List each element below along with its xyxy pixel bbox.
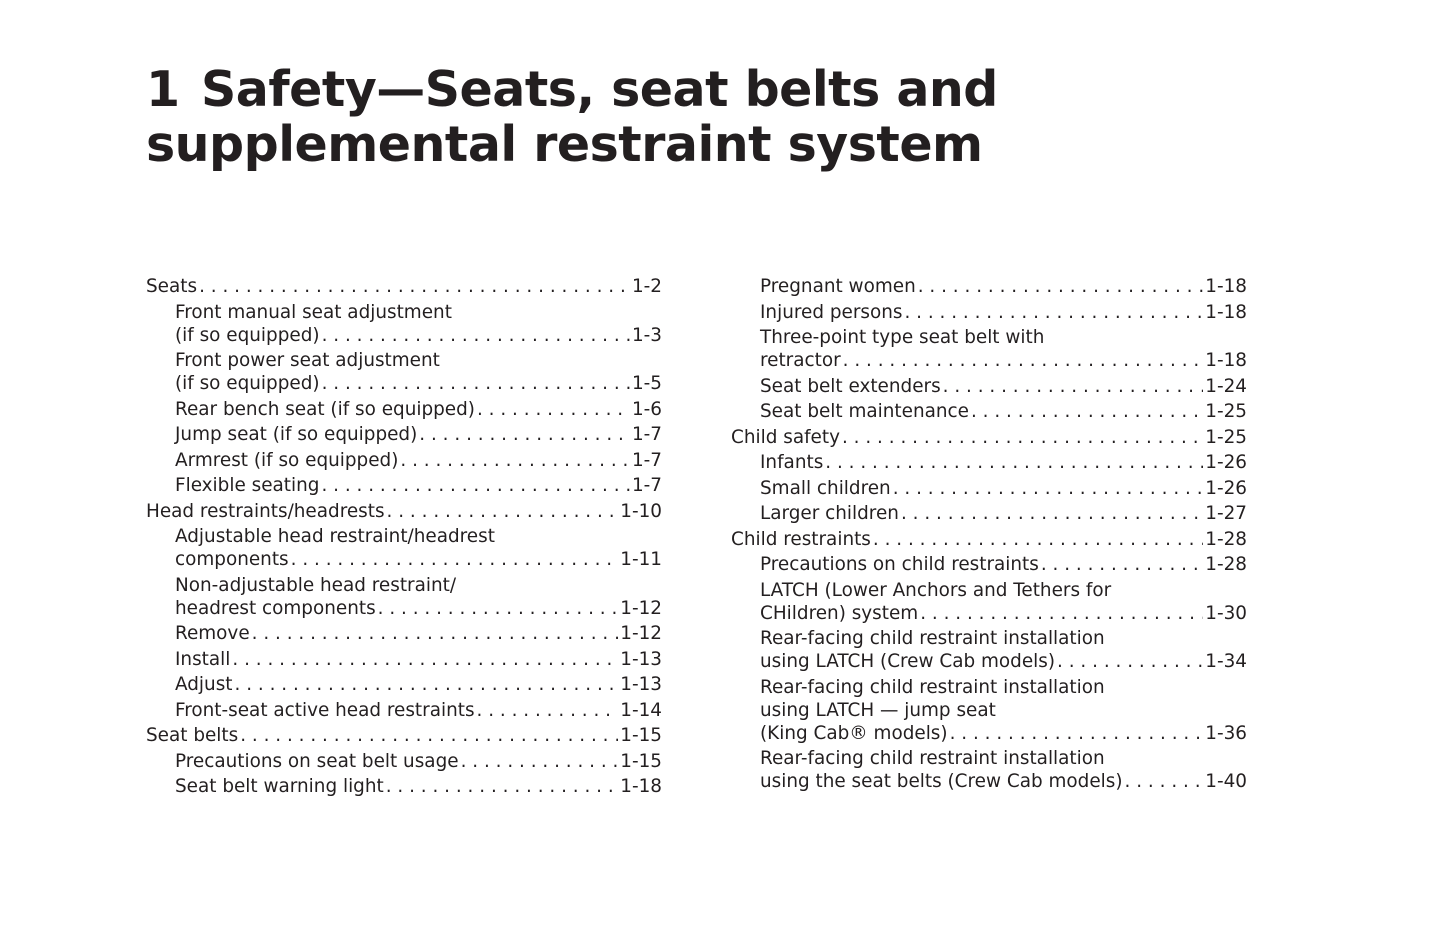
toc-entry-text: Seats — [146, 276, 198, 297]
toc-entry-row — [760, 722, 1247, 745]
toc-section-entry[interactable] — [146, 500, 662, 523]
toc-subsection-entry[interactable] — [146, 525, 662, 571]
toc-page-number: 1-12 — [620, 623, 662, 644]
dot-leader — [387, 500, 619, 523]
toc-entry-text: using LATCH (Crew Cab models) — [760, 651, 1056, 672]
toc-subsection-entry[interactable] — [146, 673, 662, 696]
toc-entry-text: Adjustable head restraint/headrest — [175, 526, 495, 547]
toc-entry-row — [760, 650, 1247, 673]
toc-subsection-entry[interactable] — [731, 747, 1247, 793]
toc-entry-row — [175, 750, 662, 773]
dot-leader — [825, 451, 1203, 474]
toc-entry-text: CHildren) system — [760, 602, 919, 624]
toc-page-number: 1-7 — [631, 424, 662, 445]
toc-subsection-entry[interactable] — [731, 553, 1247, 576]
dot-leader — [419, 423, 630, 446]
toc-page-number: 1-26 — [1205, 452, 1247, 473]
toc-page-number: 1-25 — [1205, 426, 1247, 448]
toc-entry-row — [760, 502, 1247, 525]
dot-leader — [252, 622, 619, 645]
toc-page-number: 1-26 — [1205, 477, 1247, 499]
toc-subsection-entry[interactable] — [146, 474, 662, 497]
toc-subsection-entry[interactable] — [146, 423, 662, 446]
toc-page-number: 1-11 — [620, 549, 662, 570]
toc-right-column — [731, 275, 1247, 796]
toc-entry-row — [146, 500, 662, 523]
toc-page-number: 1-25 — [1205, 401, 1247, 422]
toc-page-number: 1-7 — [631, 449, 662, 471]
toc-entry-row — [731, 426, 1247, 449]
toc-subsection-entry[interactable] — [731, 627, 1247, 673]
chapter-title — [146, 62, 1046, 172]
toc-page-number: 1-18 — [1205, 301, 1247, 323]
toc-entry-text: using LATCH — jump seat — [760, 699, 996, 721]
chapter-number: 1 — [146, 61, 180, 118]
toc-entry-row — [760, 451, 1247, 474]
toc-entry-row — [760, 349, 1247, 372]
toc-entry-text: Infants — [760, 452, 824, 473]
toc-page-number: 1-30 — [1205, 602, 1247, 624]
toc-entry-row — [760, 301, 1247, 324]
toc-page-number: 1-12 — [620, 597, 662, 619]
toc-entry-text: Front power seat adjustment — [175, 350, 440, 371]
toc-entry-text: Seat belt maintenance — [760, 401, 969, 422]
toc-entry-text: Larger children — [760, 503, 899, 524]
toc-entry-row — [760, 375, 1247, 398]
toc-section-entry[interactable] — [146, 724, 662, 747]
dot-leader — [971, 400, 1203, 423]
toc-entry-row — [175, 474, 662, 497]
toc-entry-row — [760, 602, 1247, 625]
dot-leader — [943, 375, 1204, 398]
toc-entry-row — [760, 275, 1247, 298]
toc-entry-text: Head restraints/headrests — [146, 500, 385, 522]
toc-page-number: 1-6 — [631, 398, 662, 420]
toc-entry-text: Precautions on seat belt usage — [175, 750, 459, 772]
toc-entry-row — [175, 622, 662, 645]
toc-page-number: 1-15 — [620, 750, 662, 772]
chapter-title-line-2: supplemental restraint system — [146, 116, 983, 173]
toc-entry-text: (if so equipped) — [175, 324, 320, 346]
dot-leader — [477, 398, 630, 421]
toc-entry-text: Rear-facing child restraint installation — [760, 748, 1105, 769]
toc-subsection-entry[interactable] — [731, 502, 1247, 525]
toc-entry-text: Rear bench seat (if so equipped) — [175, 398, 475, 420]
toc-entry-row — [175, 372, 662, 395]
toc-entry-text: retractor — [760, 350, 841, 371]
toc-entry-row — [175, 423, 662, 446]
toc-entry-text: Injured persons — [760, 301, 903, 323]
dot-leader — [950, 722, 1204, 745]
toc-page-number: 1-36 — [1205, 722, 1247, 744]
toc-entry-text: Pregnant women — [760, 276, 916, 297]
toc-entry-row — [760, 400, 1247, 423]
toc-entry-text: Seat belt extenders — [760, 375, 941, 397]
toc-entry-row — [175, 597, 662, 620]
dot-leader — [843, 349, 1204, 372]
dot-leader — [322, 324, 630, 347]
dot-leader — [918, 275, 1204, 298]
toc-subsection-entry[interactable] — [146, 301, 662, 347]
toc-entry-row — [175, 699, 662, 722]
toc-entry-text: Install — [175, 648, 231, 670]
toc-entry-text: components — [175, 549, 289, 570]
toc-entry-row — [175, 648, 662, 671]
toc-entry-row — [146, 275, 662, 298]
toc-entry-text: Seat belt warning light — [175, 776, 384, 797]
dot-leader — [920, 602, 1203, 625]
toc-entry-text: Seat belts — [146, 725, 239, 746]
dot-leader — [893, 477, 1204, 500]
dot-leader — [378, 597, 619, 620]
toc-page-number: 1-24 — [1205, 375, 1247, 397]
toc-entry-row — [760, 477, 1247, 500]
toc-entry-row — [175, 449, 662, 472]
toc-entry-row — [175, 548, 662, 571]
toc-entry-text: Remove — [175, 623, 250, 644]
toc-subsection-entry[interactable] — [146, 699, 662, 722]
toc-entry-text: Rear-facing child restraint installation — [760, 676, 1105, 698]
toc-page-number: 1-28 — [1205, 554, 1247, 575]
dot-leader — [240, 724, 618, 747]
dot-leader — [386, 775, 619, 798]
toc-page-number: 1-5 — [631, 373, 662, 394]
toc-entry-row — [175, 324, 662, 347]
toc-subsection-entry[interactable] — [731, 676, 1247, 745]
toc-entry-text: Rear-facing child restraint installation — [760, 628, 1105, 649]
toc-subsection-entry[interactable] — [731, 375, 1247, 398]
toc-page-number: 1-28 — [1205, 528, 1247, 550]
toc-page-number: 1-18 — [1205, 350, 1247, 371]
toc-subsection-entry[interactable] — [146, 349, 662, 395]
toc-entry-text: LATCH (Lower Anchors and Tethers for — [760, 579, 1112, 601]
toc-page-number: 1-18 — [620, 776, 662, 797]
dot-leader — [461, 750, 619, 773]
toc-page-number: 1-18 — [1205, 276, 1247, 297]
dot-leader — [901, 502, 1203, 525]
toc-entry-text: using the seat belts (Crew Cab models) — [760, 771, 1123, 792]
toc-entry-row — [146, 724, 662, 747]
toc-entry-text: (if so equipped) — [175, 373, 320, 394]
toc-entry-text: Jump seat (if so equipped) — [175, 424, 418, 445]
toc-page-number: 1-3 — [631, 324, 662, 346]
toc-entry-row — [175, 398, 662, 421]
toc-page-number: 1-27 — [1205, 503, 1247, 524]
toc-entry-row — [175, 775, 662, 798]
toc-page-number: 1-10 — [620, 500, 662, 522]
dot-leader — [232, 648, 618, 671]
toc-subsection-entry[interactable] — [731, 275, 1247, 298]
toc-entry-text: Front-seat active head restraints — [175, 699, 475, 721]
toc-entry-text: Child safety — [731, 426, 840, 448]
dot-leader — [235, 673, 619, 696]
toc-entry-row — [175, 673, 662, 696]
toc-subsection-entry[interactable] — [146, 574, 662, 620]
toc-subsection-entry[interactable] — [146, 648, 662, 671]
toc-page-number: 1-13 — [620, 648, 662, 670]
toc-entry-text: Small children — [760, 477, 891, 499]
toc-subsection-entry[interactable] — [731, 451, 1247, 474]
toc-entry-text: Armrest (if so equipped) — [175, 449, 399, 471]
toc-subsection-entry[interactable] — [731, 477, 1247, 500]
dot-leader — [199, 275, 630, 298]
dot-leader — [477, 699, 619, 722]
dot-leader — [1057, 650, 1203, 673]
chapter-title-text-1: Safety—Seats, seat belts and — [201, 61, 998, 118]
toc-entry-text: Flexible seating — [175, 475, 320, 496]
toc-page-number: 1-14 — [620, 699, 662, 721]
toc-subsection-entry[interactable] — [146, 750, 662, 773]
toc-entry-row — [760, 553, 1247, 576]
toc-entry-text: Child restraints — [731, 528, 871, 550]
toc-entry-text: Front manual seat adjustment — [175, 301, 452, 323]
dot-leader — [400, 449, 630, 472]
toc-page-number: 1-13 — [620, 674, 662, 695]
dot-leader — [1041, 553, 1203, 576]
toc-entry-row — [760, 770, 1247, 793]
toc-page-number: 1-2 — [631, 276, 662, 297]
toc-entry-row — [731, 528, 1247, 551]
toc-section-entry[interactable] — [731, 426, 1247, 449]
toc-subsection-entry[interactable] — [146, 398, 662, 421]
toc-subsection-entry[interactable] — [731, 301, 1247, 324]
toc-left-column — [146, 275, 662, 801]
toc-page-number: 1-7 — [631, 475, 662, 496]
toc-page-number: 1-34 — [1205, 651, 1247, 672]
dot-leader — [322, 372, 630, 395]
toc-subsection-entry[interactable] — [146, 622, 662, 645]
toc-entry-text: (King Cab® models) — [760, 722, 948, 744]
toc-subsection-entry[interactable] — [146, 449, 662, 472]
toc-entry-text: Adjust — [175, 674, 233, 695]
toc-page-number: 1-40 — [1205, 771, 1247, 792]
toc-entry-text: Three-point type seat belt with — [760, 327, 1045, 348]
toc-section-entry[interactable] — [731, 528, 1247, 551]
toc-subsection-entry[interactable] — [731, 579, 1247, 625]
toc-subsection-entry[interactable] — [731, 326, 1247, 372]
dot-leader — [291, 548, 619, 571]
toc-entry-text: Non-adjustable head restraint/ — [175, 574, 457, 596]
toc-entry-text: headrest components — [175, 597, 376, 619]
dot-leader — [321, 474, 630, 497]
toc-subsection-entry[interactable] — [146, 775, 662, 798]
dot-leader — [904, 301, 1203, 324]
chapter-title-line-1 — [146, 62, 1046, 117]
dot-leader — [1125, 770, 1204, 793]
toc-section-entry[interactable] — [146, 275, 662, 298]
toc-subsection-entry[interactable] — [731, 400, 1247, 423]
toc-page-number: 1-15 — [620, 725, 662, 746]
dot-leader — [873, 528, 1203, 551]
dot-leader — [842, 426, 1203, 449]
toc-entry-text: Precautions on child restraints — [760, 554, 1039, 575]
